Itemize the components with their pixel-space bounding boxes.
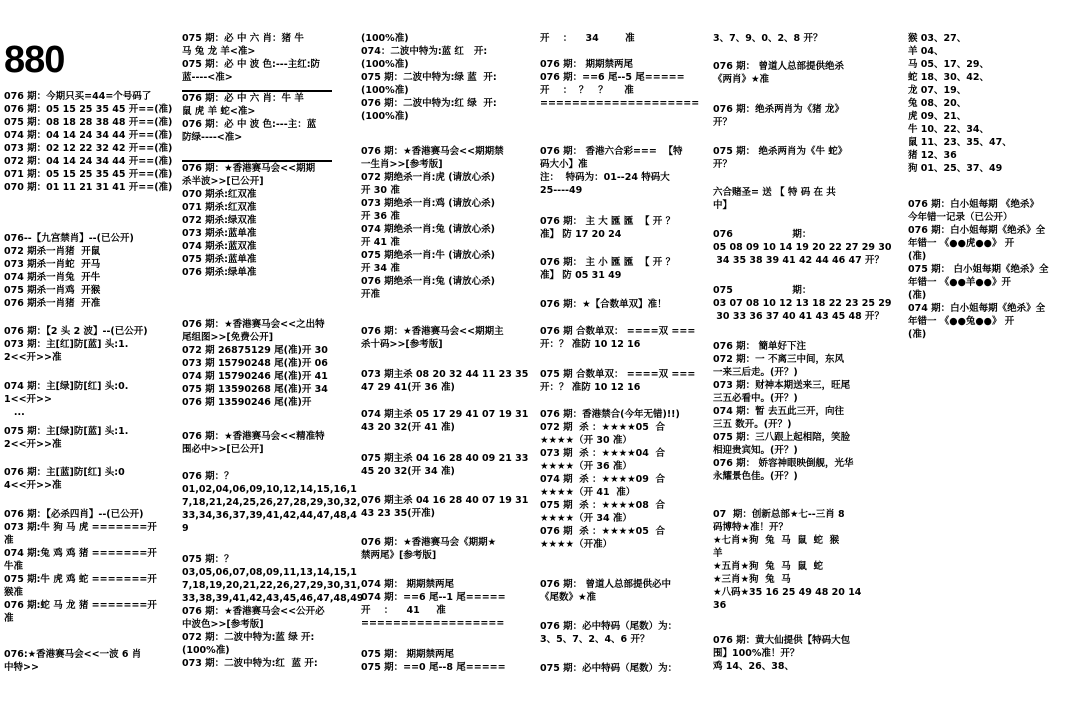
column-3-block-8 (361, 536, 496, 562)
text-line: 076 期：【必杀四肖】--(已公开) (4, 509, 144, 520)
text-line: 猴 03、27、 (908, 33, 967, 44)
text-line: 47 29 41(开 36 准) (361, 382, 455, 393)
text-line: 076 期主杀 04 16 28 40 07 19 31 (361, 495, 529, 506)
column-1-block-7 (4, 508, 157, 625)
text-line: 074 期：白小姐每期《绝杀》全 (908, 303, 1046, 314)
text-line: (准) (908, 329, 927, 340)
text-line: ★★★★（开 36 准） (540, 461, 632, 472)
text-line: 鸡 14、26、38、 (713, 661, 794, 672)
text-line: 076 期：必 中 六 肖：牛 羊 (182, 93, 304, 104)
text-line: 准 (4, 535, 14, 546)
text-line: 076 期：★【合数单双】准！ (540, 299, 667, 310)
text-line: 074 期：主[绿]防[红] 头:0. (4, 381, 129, 392)
text-line: ★★★★（开 30 准） (540, 435, 632, 446)
column-5-block-7 (713, 284, 892, 323)
text-line: 075 期：三八跟上起相陪，笑脸 (713, 432, 851, 443)
text-line: 076 期杀一肖猪 开准 (4, 298, 101, 309)
text-line: 076 期 13590246 尾(准)开 (182, 397, 312, 408)
text-line: 07 期：创新总部★七--三肖 8 (713, 509, 845, 520)
text-line: 羊 (713, 548, 723, 559)
text-line: 073 期杀一肖蛇 开马 (4, 259, 101, 270)
text-line: 074 期：暂 去五此三开，向往 (713, 406, 844, 417)
text-line: 01,02,04,06,09,10,12,14,15,16,1 (182, 484, 357, 495)
text-line: 3、7、9、0、2、8 开？ (713, 33, 823, 44)
text-line: 076 期： 曾道人总部提供必中 (540, 579, 671, 590)
text-line: 准 (4, 613, 14, 624)
text-line: ================== (361, 618, 505, 629)
text-line: 075 期:牛 虎 鸡 蛇 =======开 (4, 574, 157, 585)
text-line: 龙 07、19、 (908, 85, 967, 96)
column-5-block-4 (713, 145, 847, 171)
column-4-block-10 (540, 620, 677, 646)
column-3-block-1 (361, 32, 497, 123)
text-line: 076 期： 娇容神眼映倒舰，光华 (713, 458, 854, 469)
column-5-block-6 (713, 228, 892, 267)
text-line: ★五肖★狗 兔 马 鼠 蛇 (713, 561, 823, 572)
text-line: 075 期： (713, 285, 812, 296)
text-line: 076 期：今期只买=44=个号码了 (4, 91, 152, 102)
text-line: 076 期 杀 ：★★★★05 合 (540, 526, 665, 537)
text-line: 073 期主杀 08 20 32 44 11 23 35 (361, 369, 529, 380)
column-3-block-6 (361, 452, 528, 478)
text-line: 075 期： 绝杀两肖为《牛 蛇》 (713, 146, 848, 157)
text-line: 年错一 《●●虎●●》 开 (908, 238, 1015, 249)
column-2-block-4 (182, 318, 328, 409)
text-line: (准) (908, 251, 927, 262)
text-line: 开：？ 准防 10 12 16 (540, 382, 641, 393)
text-line: 开准 (361, 289, 381, 300)
column-4-block-1 (540, 32, 699, 110)
text-line: 076 期：白小姐每期 《绝杀》 (908, 199, 1039, 210)
text-line: 马 兔 龙 羊<准> (182, 46, 256, 57)
text-line: 076 期：★香港赛马会<<公开必 (182, 606, 325, 617)
text-line: 076--【九宫禁肖】--(已公开) (4, 233, 134, 244)
column-1-block-4 (4, 380, 128, 419)
column-6-block-2 (908, 198, 1048, 341)
column-4-block-6 (540, 325, 695, 351)
text-line: 076 期： 簡单好下注 (713, 341, 806, 352)
text-line: 076 期 合数单双： ====双 === (540, 326, 696, 337)
text-line: 防绿----<准> (182, 132, 243, 143)
text-line: 开 34 准 (361, 263, 400, 274)
text-line: 注： 特码为：01--24 特码大 (540, 172, 670, 183)
text-line: ==================== (540, 98, 700, 109)
text-line: 076 期：绝杀两肖为《猪 龙》 (713, 104, 844, 115)
text-line: 075 期： 期期禁两尾 (361, 649, 454, 660)
text-line: 开 30 准 (361, 185, 400, 196)
text-line: 074 期：==6 尾--1 尾===== (361, 592, 506, 603)
column-4-block-9 (540, 578, 671, 604)
text-line (540, 45, 699, 58)
text-line: 075 期：主[绿]防[蓝] 头:1. (4, 426, 129, 437)
column-1-block-6 (4, 466, 125, 492)
text-line: 05 08 09 10 14 19 20 22 27 29 30 (713, 242, 892, 253)
column-4-block-5 (540, 298, 667, 311)
text-line: 年错一 《●●羊●●》开 (908, 277, 1011, 288)
text-line: 074 期： 期期禁两尾 (361, 579, 454, 590)
text-line: 075 期：必 中 波 色:---主红:防 (182, 59, 320, 70)
column-4-block-7 (540, 368, 695, 394)
text-line: 03,05,06,07,08,09,11,13,14,15,1 (182, 567, 357, 578)
text-line: 中】 (713, 200, 733, 211)
text-line: (准) (908, 290, 927, 301)
text-line: 073 期绝杀一肖:鸡 (请放心杀) (361, 198, 495, 209)
text-line: 076 期：05 15 25 35 45 开==(准) (4, 104, 173, 115)
text-line: 076 期：白小姐每期《绝杀》全 (908, 225, 1046, 236)
text-line: 076 期：★香港赛马会<<之出特 (182, 319, 325, 330)
text-line: 073 期:牛 狗 马 虎 =======开 (4, 522, 157, 533)
text-line: 30 33 36 37 40 41 43 45 48 开？ (713, 311, 885, 322)
text-line: 073 期：02 12 22 32 42 开==(准) (4, 143, 173, 154)
column-2-block-6 (182, 470, 361, 535)
text-line: 今年错一记录（已公开） (908, 212, 1013, 223)
text-line: 074 期绝杀一肖:兔 (请放心杀) (361, 224, 495, 235)
text-line: ★三肖★狗 兔 马 (713, 574, 791, 585)
text-line: 开 41 准 (361, 237, 400, 248)
text-line: 075 期：==0 尾--8 尾===== (361, 662, 506, 673)
text-line: 34 35 38 39 41 42 44 46 47 开？ (713, 255, 885, 266)
text-line: 071 期：05 15 25 35 45 开==(准) (4, 169, 173, 180)
text-line: 073 期杀:蓝单准 (182, 228, 257, 239)
text-line: 鼠 11、23、35、47、 (908, 137, 1012, 148)
text-line: 永耀景色佳。(开？) (713, 471, 798, 482)
text-line: 中波色>>[参考版] (182, 619, 264, 630)
column-3-block-9 (361, 578, 506, 630)
text-line: 围必中>>[已公开] (182, 444, 264, 455)
text-line: 三五必看中。(开？) (713, 393, 798, 404)
text-line: 开？ (713, 117, 733, 128)
text-line: (100%准) (361, 85, 409, 96)
column-5-block-8 (713, 340, 853, 483)
text-line: 4<<开>>准 (4, 480, 62, 491)
text-line: 码博特★准！开？ (713, 522, 789, 533)
text-line: 072 期 杀 ：★★★★05 合 (540, 422, 665, 433)
text-line: (100%准) (361, 59, 409, 70)
column-3-block-4 (361, 368, 528, 394)
text-line: 076 期杀:绿单准 (182, 267, 257, 278)
text-line: 072 期 26875129 尾(准)开 30 (182, 345, 328, 356)
text-line: ★七肖★狗 兔 马 鼠 蛇 猴 (713, 535, 840, 546)
text-line: 牛 10、22、34、 (908, 124, 989, 135)
text-line: 073 期：二波中特为:红 蓝 开: (182, 658, 318, 669)
text-line: 杀半波>>[已公开] (182, 176, 264, 187)
column-1-block-8 (4, 648, 141, 674)
text-line: 36 (713, 600, 727, 611)
text-line: 一来三后走。(开？) (713, 367, 798, 378)
text-line: 074 期:兔 鸡 鸡 猪 =======开 (4, 548, 157, 559)
column-3-block-2 (361, 145, 504, 301)
text-line: 076 期：二波中特为:红 绿 开: (361, 98, 497, 109)
text-line: 076 期： 主 小 匯 匯 【 开 ？ (540, 257, 676, 268)
text-line: 准】 防 05 31 49 (540, 270, 622, 281)
text-line: 牛准 (4, 561, 24, 572)
text-line: 禁两尾》[参考版] (361, 550, 437, 561)
text-line: 075 期： 白小姐每期《绝杀》全 (908, 264, 1049, 275)
text-line: 075 期：？ (182, 554, 234, 565)
text-line: 075 期 合数单双： ====双 === (540, 369, 696, 380)
text-line: 9 (182, 523, 189, 534)
text-line: 076 期： 曾道人总部提供绝杀 (713, 61, 844, 72)
text-line: 03 07 08 10 12 13 18 22 23 25 29 (713, 298, 892, 309)
text-line: 猴准 (4, 587, 24, 598)
column-1-block-1 (4, 90, 172, 194)
text-line: 076 期：【2 头 2 波】--(已公开) (4, 326, 148, 337)
text-line: 2<<开>>准 (4, 439, 62, 450)
text-line: 076 期： 期期禁两尾 (540, 59, 633, 70)
text-line: 开 ： ？ ？ 准 (540, 85, 634, 96)
text-line: 围】100%准！开？ (713, 648, 800, 659)
text-line: 076 期：★香港赛马会<<期期 (182, 163, 316, 174)
text-line: 076 期： 香港六合彩=== 【特 (540, 146, 683, 157)
column-6-block-1 (908, 32, 1012, 175)
text-line: 075 期杀:蓝单准 (182, 254, 257, 265)
column-2-block-7 (182, 553, 364, 670)
text-line: 076 期：★香港赛马会<<期期禁 (361, 146, 504, 157)
text-line: (100%准) (361, 111, 409, 122)
text-line: 7,18,21,24,25,26,27,28,29,30,32, (182, 497, 361, 508)
text-line: 076 期：香港禁合(今年无错)!!) (540, 409, 680, 420)
site-logo-880: 880 (4, 39, 65, 81)
text-line: 43 23 35(开准) (361, 508, 435, 519)
text-line: 开：？ 准防 10 12 16 (540, 339, 641, 350)
text-line: 蓝----<准> (182, 72, 233, 83)
text-line: 074：二波中特为:蓝 红 开: (361, 46, 488, 57)
text-line: 076 期：必中特码（尾数）为： (540, 621, 678, 632)
text-line: 071 期杀:红双准 (182, 202, 257, 213)
column-3-block-10 (361, 648, 506, 674)
column-2-block-1 (182, 32, 320, 84)
text-line: 072 期杀一肖猪 开鼠 (4, 246, 101, 257)
text-line: 076 期：==6 尾--5 尾===== (540, 72, 685, 83)
text-line: 蛇 18、30、42、 (908, 72, 989, 83)
column-5-block-2 (713, 60, 844, 86)
text-line: 开？ (713, 159, 733, 170)
text-line: 2<<开>>准 (4, 352, 62, 363)
text-line: 7,18,19,20,21,22,26,27,29,30,31, (182, 580, 361, 591)
column-4-block-3 (540, 215, 675, 241)
text-line: 073 期 杀 ：★★★★04 合 (540, 448, 665, 459)
column-2-block-5 (182, 430, 325, 456)
text-line: 一生肖>>[参考版] (361, 159, 443, 170)
text-line: 076 期：★香港赛马会<<期期主 (361, 326, 504, 337)
text-line: 074 期主杀 05 17 29 41 07 19 31 (361, 409, 529, 420)
text-line: 074 期 15790246 尾(准)开 41 (182, 371, 328, 382)
column-2-block-2 (182, 93, 332, 144)
text-line: 45 20 32(开 34 准) (361, 466, 455, 477)
text-line: (100%准) (361, 33, 409, 44)
text-line: 六合赌圣= 送 【 特 码 在 共 (713, 187, 836, 198)
column-1-block-5 (4, 425, 128, 451)
text-line: 开 36 准 (361, 211, 400, 222)
text-line: 开 ： 34 准 (540, 33, 635, 44)
text-line: 中特>> (4, 662, 39, 673)
text-line: 杀十码>>[参考版] (361, 339, 443, 350)
column-4-block-2 (540, 145, 682, 197)
text-line: 075 期：必 中 六 肖：猪 牛 (182, 33, 304, 44)
text-line: 073 期：财神本期送来三，旺尾 (713, 380, 851, 391)
text-line: 相迎贵宾知。(开？) (713, 445, 798, 456)
text-line: 076 期：主[蓝]防[红] 头:0 (4, 467, 125, 478)
text-line: ... (4, 407, 25, 418)
text-line: 076 期：？ (182, 471, 234, 482)
text-line: ★★★★（开 41 准） (540, 487, 636, 498)
text-line: 075 期主杀 04 16 28 40 09 21 33 (361, 453, 529, 464)
column-5-block-3 (713, 103, 844, 129)
text-line: 准】 防 17 20 24 (540, 229, 622, 240)
text-line: 076 期： (713, 229, 812, 240)
text-line: 1<<开>> (4, 394, 52, 405)
column-3-block-3 (361, 325, 504, 351)
text-line: 076:★香港赛马会<<一波 6 肖 (4, 649, 142, 660)
text-line: 33,38,39,41,42,43,45,46,47,48,49 (182, 593, 364, 604)
text-line: 073 期 15790248 尾(准)开 06 (182, 358, 328, 369)
text-line: 075 期杀一肖鸡 开猴 (4, 285, 101, 296)
text-line: ★八码★35 16 25 49 48 20 14 (713, 587, 862, 598)
text-line: 076 期：必 中 波 色:---主：蓝 (182, 119, 317, 130)
column-5-block-5 (713, 186, 836, 212)
text-line: 076 期：黄大仙提供【特码大包 (713, 635, 851, 646)
text-line: ★★★★（开准） (540, 539, 613, 550)
text-line: 兔 08、20、 (908, 98, 967, 109)
column-5-block-9 (713, 508, 861, 612)
text-line: 开 ： 41 准 (361, 605, 446, 616)
text-line: 25----49 (540, 185, 583, 196)
text-line: 074 期杀一肖兔 开牛 (4, 272, 101, 283)
column-3-block-7 (361, 494, 528, 520)
text-line: 076 期绝杀一肖:兔 (请放心杀) (361, 276, 495, 287)
text-line: 鼠 虎 羊 蛇<准> (182, 106, 256, 117)
text-line: 072 期绝杀一肖:虎 (请放心杀) (361, 172, 495, 183)
text-line: 075 期绝杀一肖:牛 (请放心杀) (361, 250, 495, 261)
text-line: 3、5、7、2、4、6 开？ (540, 634, 650, 645)
text-line: 072 期：二波中特为:蓝 绿 开: (182, 632, 315, 643)
text-line: 072 期：一 不离三中间，东风 (713, 354, 844, 365)
text-line: 076 期:蛇 马 龙 猪 =======开 (4, 600, 157, 611)
column-4-block-4 (540, 256, 675, 282)
column-4-block-8 (540, 408, 680, 551)
text-line: 072 期：04 14 24 34 44 开==(准) (4, 156, 173, 167)
text-line: 尾组图>>[免费公开] (182, 332, 274, 343)
text-line: 074 期 杀 ：★★★★09 合 (540, 474, 665, 485)
text-line: ★★★★（开 34 准） (540, 513, 632, 524)
column-5-block-1 (713, 32, 822, 45)
text-line: 猪 12、36 (908, 150, 957, 161)
text-line: 075 期 杀 ：★★★★08 合 (540, 500, 665, 511)
text-line: 076 期： 主 大 匯 匯 【 开 ？ (540, 216, 676, 227)
text-line: 073 期：主[红]防[蓝] 头:1. (4, 339, 129, 350)
text-line: 074 期：04 14 24 34 44 开==(准) (4, 130, 173, 141)
text-line: 码大小】准 (540, 159, 588, 170)
text-line: 三五 数开。(开？) (713, 419, 792, 430)
text-line: 马 05、17、29、 (908, 59, 989, 70)
text-line: (100%准) (182, 645, 230, 656)
text-line: 《两肖》★准 (713, 74, 770, 85)
column-5-block-10 (713, 634, 850, 673)
text-line: 070 期：01 11 21 31 41 开==(准) (4, 182, 173, 193)
column-3-block-5 (361, 408, 528, 434)
text-line: 070 期杀:红双准 (182, 189, 257, 200)
text-line: 43 20 32(开 41 准) (361, 422, 455, 433)
column-1-block-2 (4, 232, 134, 310)
text-line: 072 期杀:绿双准 (182, 215, 257, 226)
text-line: 074 期杀:蓝双准 (182, 241, 257, 252)
text-line: 狗 01、25、37、49 (908, 163, 1003, 174)
column-4-block-11 (540, 662, 677, 675)
text-line: 《尾数》★准 (540, 592, 597, 603)
text-line: 33,34,36,37,39,41,42,44,47,48,4 (182, 510, 357, 521)
column-2-block-3 (182, 163, 332, 279)
text-line: 076 期：★香港赛马会《期期★ (361, 537, 497, 548)
text-line: 年错一 《●●兔●●》 开 (908, 316, 1015, 327)
text-line: 羊 04、 (908, 46, 944, 57)
text-line: 虎 09、21、 (908, 111, 967, 122)
column-1-block-3 (4, 325, 148, 364)
text-line: 075 期：必中特码（尾数）为： (540, 663, 678, 674)
text-line: 075 期：二波中特为:绿 蓝 开: (361, 72, 497, 83)
text-line: 075 期：08 18 28 38 48 开==(准) (4, 117, 173, 128)
text-line: 075 期 13590268 尾(准)开 34 (182, 384, 328, 395)
text-line: 076 期：★香港赛马会<<精准特 (182, 431, 325, 442)
